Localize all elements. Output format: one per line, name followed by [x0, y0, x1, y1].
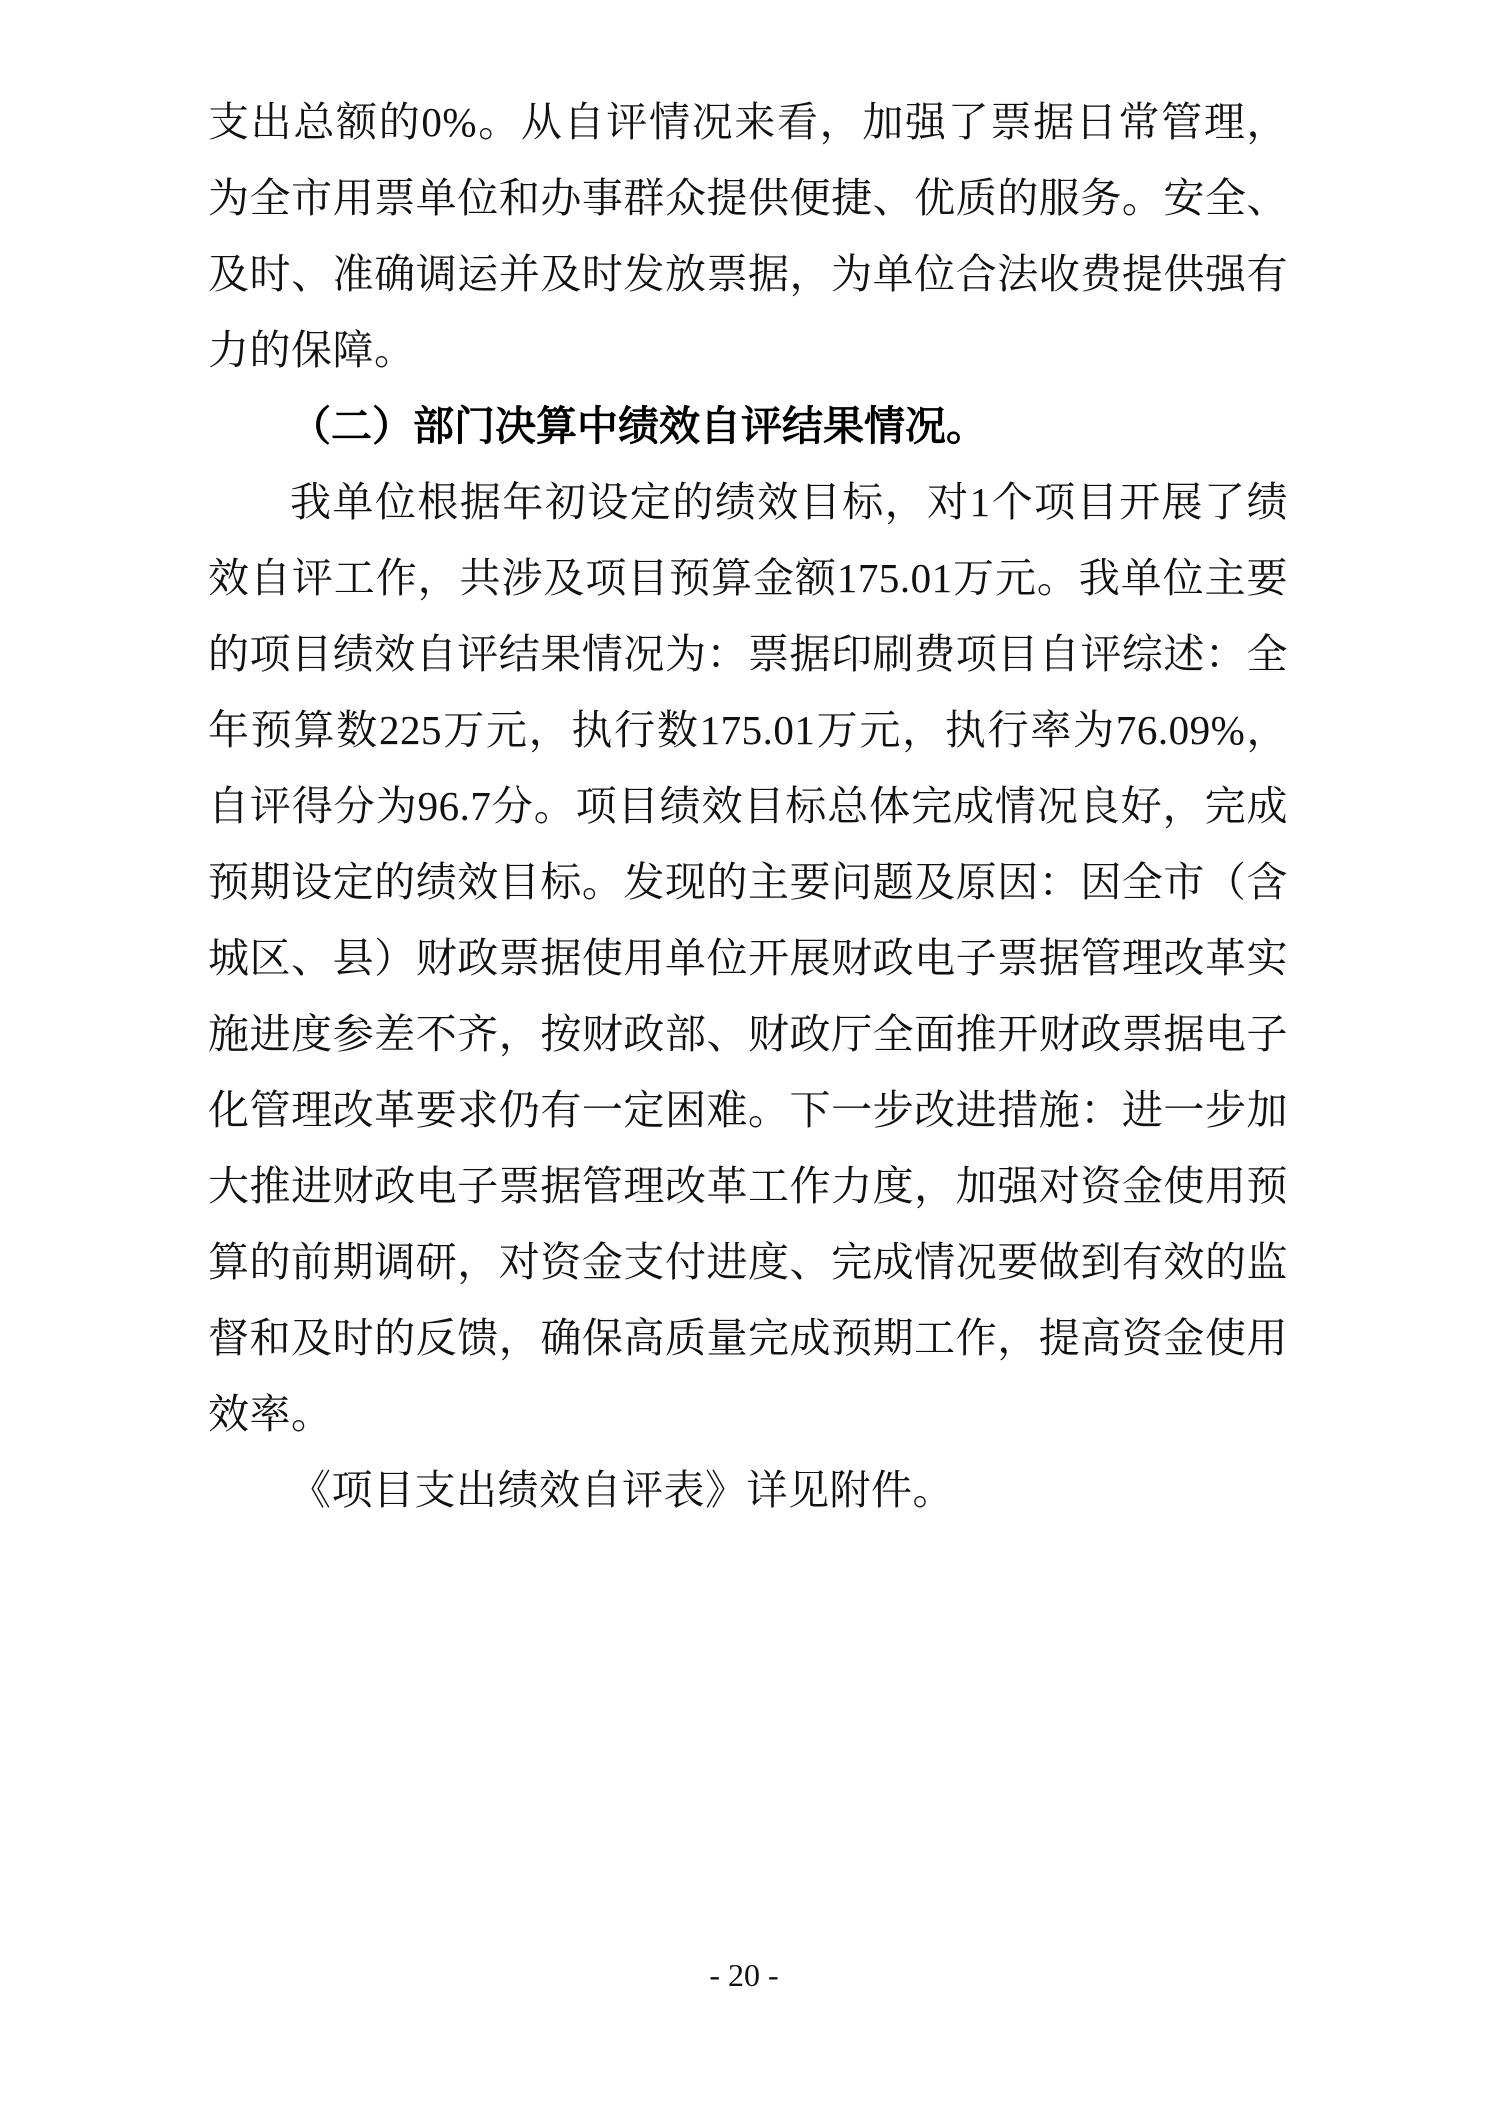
- document-text-column: [208, 84, 1288, 1528]
- page-number-footer: - 20 -: [709, 1957, 779, 1993]
- section-heading-performance-self-evaluation: （二）部门决算中绩效自评结果情况。: [290, 403, 987, 449]
- paragraph-attachment-reference: 《项目支出绩效自评表》详见附件。: [290, 1467, 954, 1513]
- paragraph-continued: 支出总额的0%。从自评情况来看，加强了票据日常管理，为全市用票单位和办事群众提供便捷、优质的服务。安全、及时、准确调运并及时发放票据，为单位合法收费提供强有力的保障。: [208, 99, 1288, 373]
- paragraph-self-evaluation-detail: 我单位根据年初设定的绩效目标，对1个项目开展了绩效自评工作，共涉及项目预算金额175.01万元。我单位主要的项目绩效自评结果情况为：票据印刷费项目自评综述：全年预算数225万元，执行数175.01万元，执行率为76.09%，自评得分为96.7分。项目绩效目标总体完成情况良好，完成预期设定的绩效目标。发现的主要问题及原因：因全市（含城区、县）财政票据使用单位开展财政电子票据管理改革实施进度参差不齐，按财政部、财政厅全面推开财政票据电子化管理改革要求仍有一定困难。下一步改进措施：进一步加大推进财政电子票据管理改革工作力度，加强对资金使用预算的前期调研，对资金支付进度、完成情况要做到有效的监督和及时的反馈，确保高质量完成预期工作，提高资金使用效率。: [208, 479, 1288, 1437]
